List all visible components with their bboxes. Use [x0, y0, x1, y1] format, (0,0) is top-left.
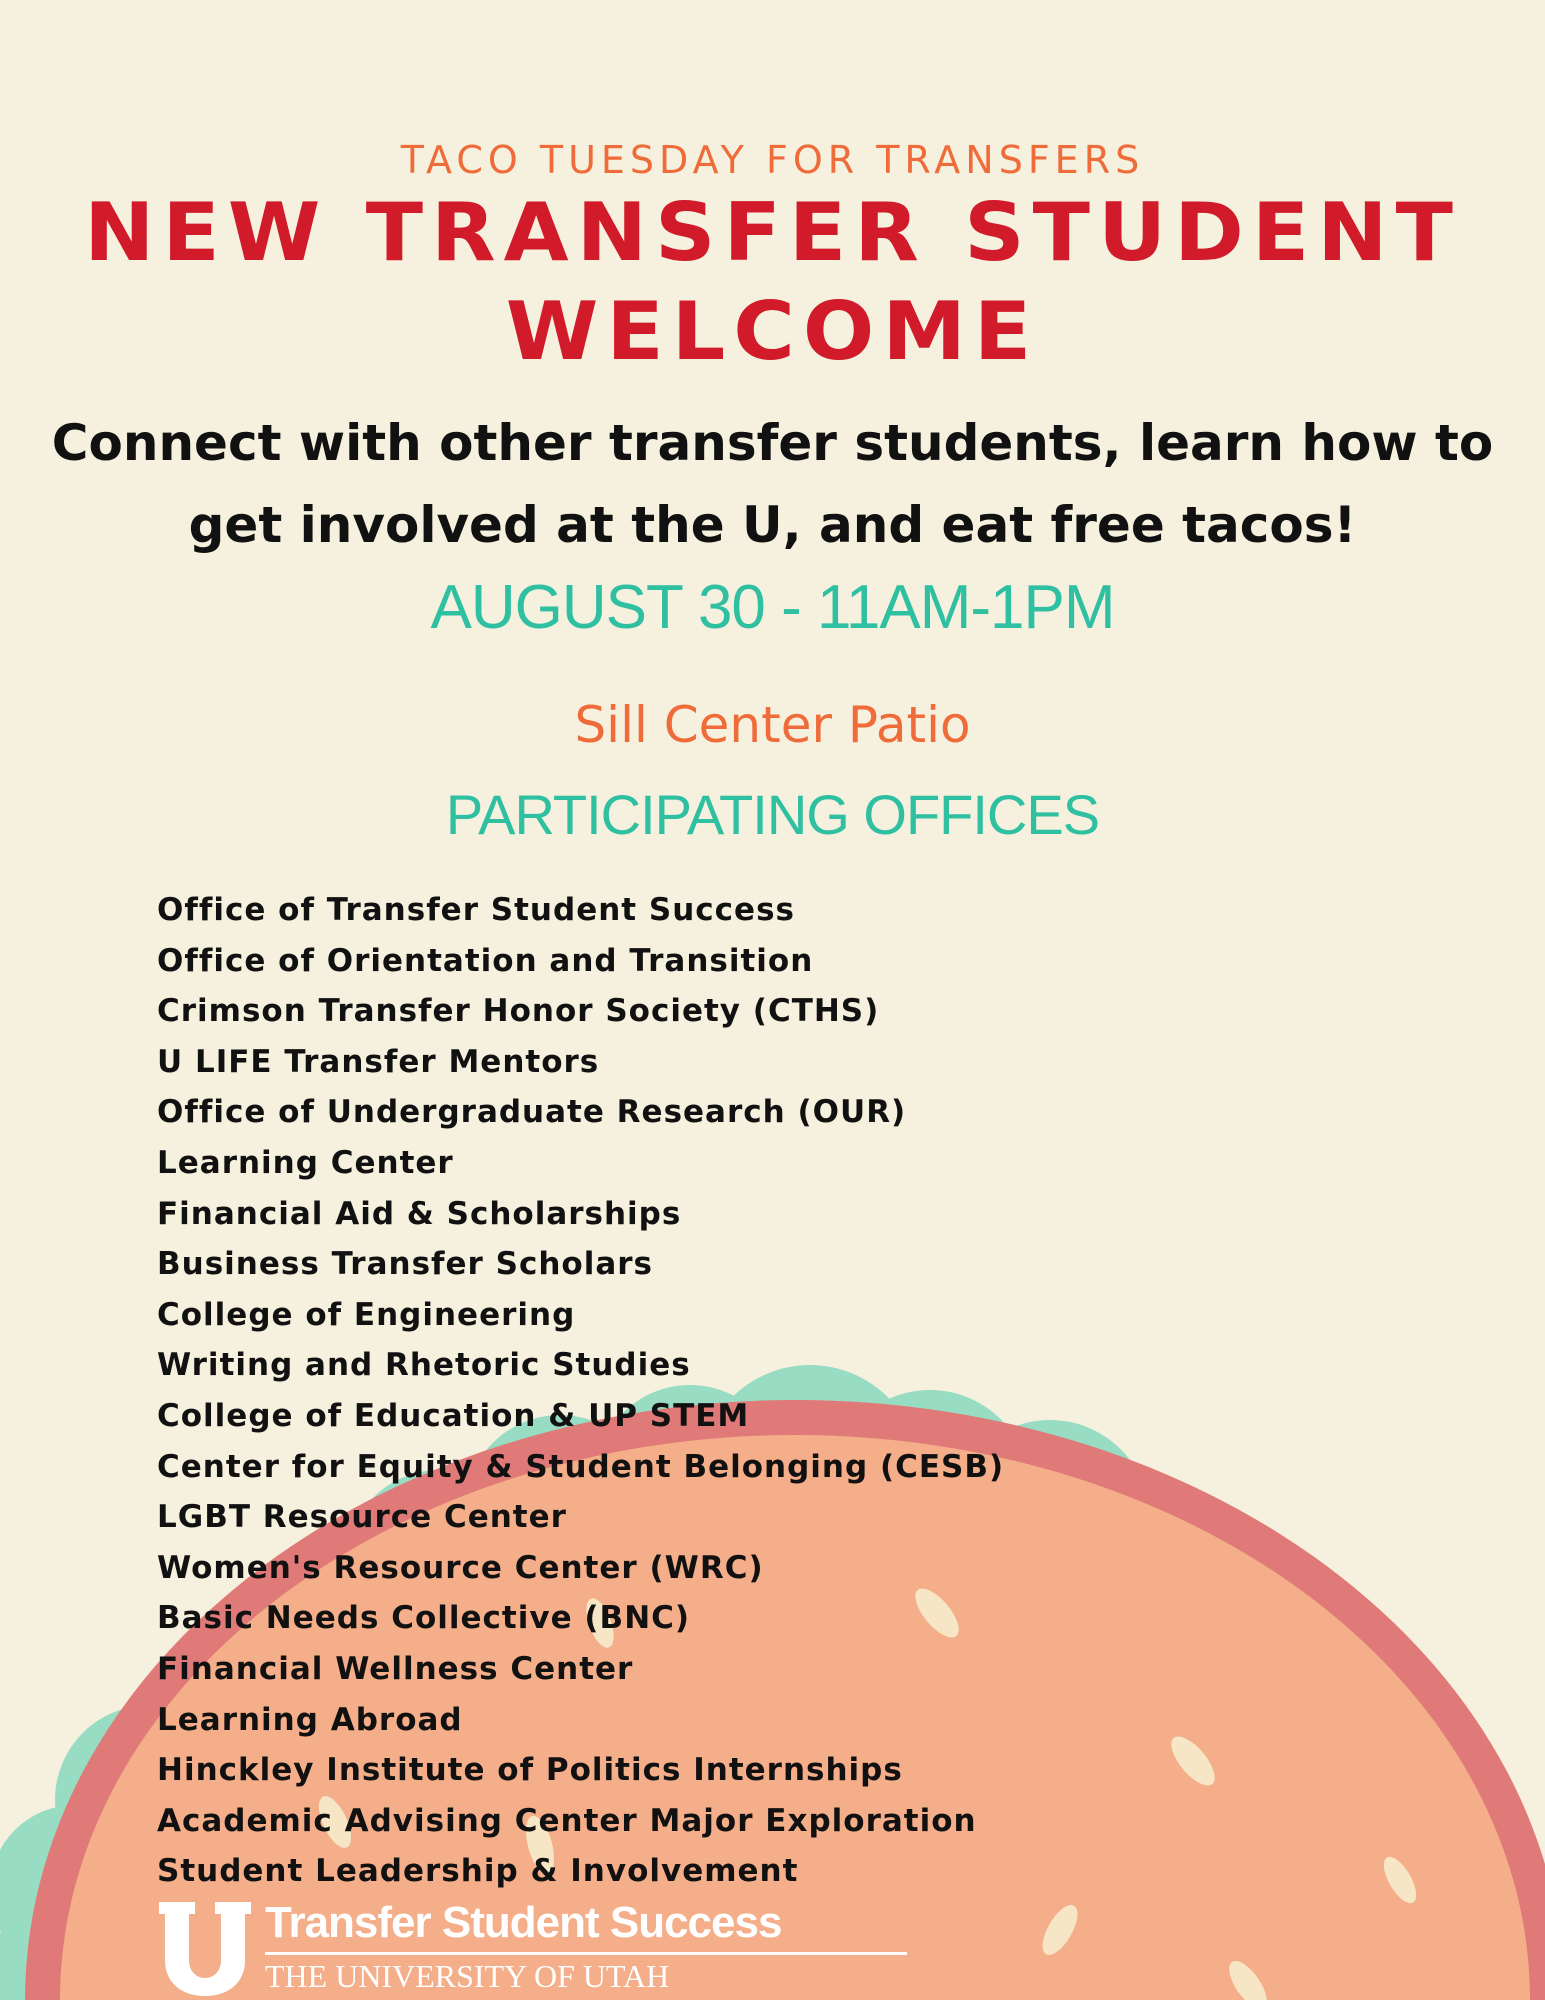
office-item: College of Engineering: [157, 1296, 576, 1333]
offices-heading: PARTICIPATING OFFICES: [445, 783, 1100, 846]
office-list: [157, 885, 1004, 1897]
brand-subtitle: THE UNIVERSITY OF UTAH: [265, 1958, 670, 1994]
office-item: Crimson Transfer Honor Society (CTHS): [157, 993, 880, 1030]
office-item: Business Transfer Scholars: [157, 1246, 653, 1283]
office-item: Learning Abroad: [157, 1701, 463, 1738]
office-item: U LIFE Transfer Mentors: [157, 1043, 600, 1080]
brand-name: Transfer Student Success: [265, 1898, 782, 1947]
office-item: Financial Wellness Center: [157, 1650, 634, 1687]
office-item: Student Leadership & Involvement: [157, 1853, 799, 1890]
office-item: Center for Equity & Student Belonging (CESB): [157, 1448, 1005, 1485]
headline-line-1: NEW TRANSFER STUDENT: [84, 186, 1461, 280]
office-item: Writing and Rhetoric Studies: [157, 1347, 691, 1384]
block-u-logo-icon: [155, 1898, 255, 1998]
office-item: Women's Resource Center (WRC): [157, 1549, 764, 1586]
office-item: College of Education & UP STEM: [157, 1397, 750, 1434]
brand-divider: [265, 1952, 907, 1955]
university-brand: [155, 1898, 782, 1998]
headline-line-2: WELCOME: [505, 284, 1040, 378]
event-datetime: AUGUST 30 - 11AM-1PM: [430, 573, 1115, 642]
office-item: Hinckley Institute of Politics Internships: [157, 1752, 903, 1789]
office-item: Office of Transfer Student Success: [157, 892, 795, 928]
tagline-line-1: Connect with other transfer students, learn how to: [51, 414, 1494, 472]
office-item: Office of Orientation and Transition: [157, 942, 814, 979]
event-headline: [0, 183, 1545, 381]
office-item: Basic Needs Collective (BNC): [157, 1600, 691, 1637]
event-venue: Sill Center Patio: [574, 696, 971, 754]
office-item: LGBT Resource Center: [157, 1499, 567, 1536]
event-eyebrow: TACO TUESDAY FOR TRANSFERS: [400, 138, 1145, 182]
office-item: Academic Advising Center Major Exploration: [157, 1802, 977, 1839]
office-item: Financial Aid & Scholarships: [157, 1195, 682, 1232]
tagline-line-2: get involved at the U, and eat free tacos!: [188, 496, 1357, 554]
office-item: Learning Center: [157, 1144, 454, 1181]
event-tagline: [0, 402, 1545, 566]
office-item: Office of Undergraduate Research (OUR): [157, 1094, 907, 1131]
